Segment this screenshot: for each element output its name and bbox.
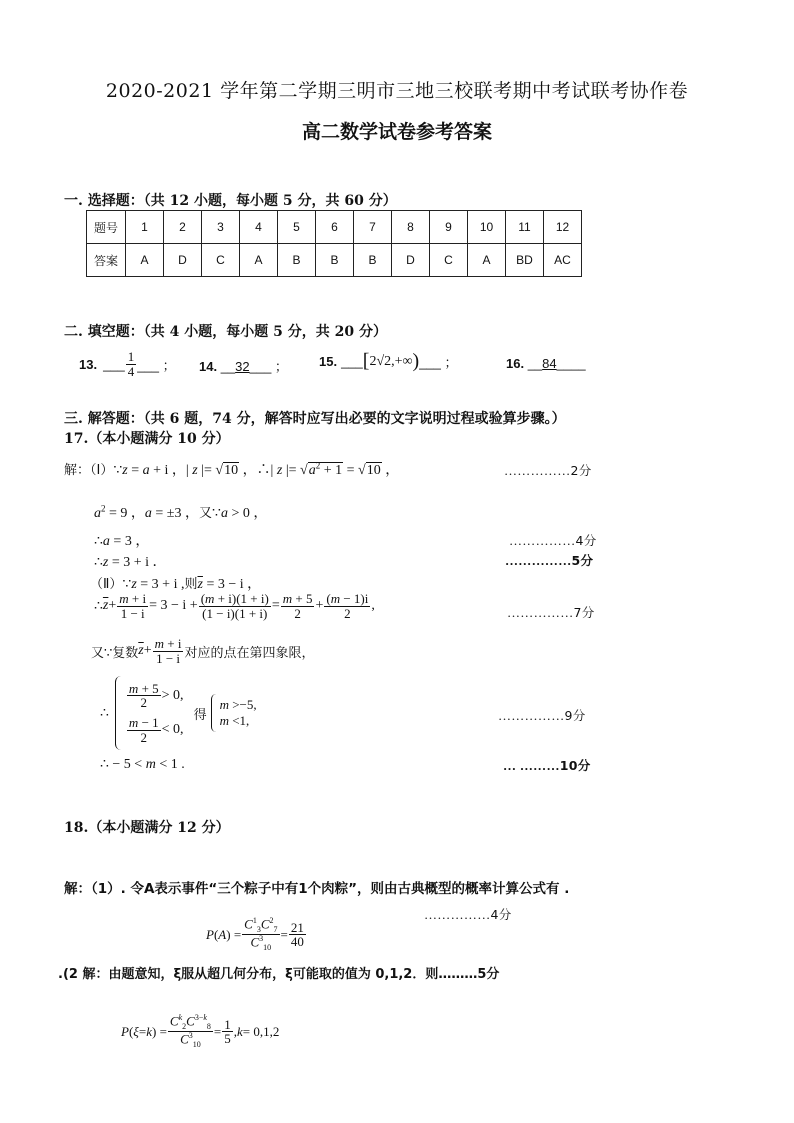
question-number: 5: [278, 211, 316, 244]
section2-heading: 二. 填空题：（共 4 小题，每小题 5 分，共 20 分）: [64, 324, 387, 340]
answer-cell: A: [126, 244, 164, 277]
q18-line-1: 解：（1）. 令A表示事件“三个粽子中有1个肉粽”，则由古典概型的概率计算公式有 .: [64, 881, 570, 897]
q17-line-8: ∴ − 5 < m < 1 .: [100, 757, 185, 772]
answer-cell: BD: [506, 244, 544, 277]
section1-heading: 一. 选择题：（共 12 小题，每小题 5 分，共 60 分）: [64, 193, 397, 209]
answer-cell: C: [202, 244, 240, 277]
q16-answer: 84: [542, 356, 557, 371]
exam-subtitle: 高二数学试卷参考答案: [301, 121, 492, 143]
question-number: 11: [506, 211, 544, 244]
question-number: 10: [468, 211, 506, 244]
fill-q13: 13. ___ $\frac{1}{4}$ ___ ；: [79, 348, 176, 379]
q17-line-6: ∴ $\overline{z}$ + $\frac{m + i}{1 - i}$ = 3 − i + $\frac{(m + i)(1 + i)}{(1 - i)(1 + i)}$ = $\frac{m + 5}{2}$ + $\frac{(m - 1)i}{2}$ ,: [94, 591, 375, 621]
answer-cell: C: [430, 244, 468, 277]
answer-cell: B: [316, 244, 354, 277]
answer-cell: A: [468, 244, 506, 277]
question-number: 8: [392, 211, 430, 244]
q13-number: 13.: [79, 356, 98, 372]
answer-cell: B: [278, 244, 316, 277]
q14-answer: 32: [235, 359, 250, 374]
question-number: 4: [240, 211, 278, 244]
question-number: 9: [430, 211, 468, 244]
q18-line-2: .(2 解：由题意知，ξ服从超几何分布，ξ可能取的值为 0,1,2．则………5分: [58, 967, 500, 982]
row-label-answer: 答案: [87, 244, 126, 277]
fill-q16: 16. __84____: [506, 356, 586, 371]
answer-cell: B: [354, 244, 392, 277]
answer-table: [86, 210, 582, 277]
q17-line-5: （Ⅱ）∵z = 3 + i ,则$\overline{z} = 3 - i$ ，: [90, 577, 262, 592]
section3-heading: 三. 解答题：（共 6 题，74 分，解答时应写出必要的文字说明过程或验算步骤。）: [64, 411, 566, 427]
question-number: 7: [354, 211, 392, 244]
q18-title: 18.（本小题满分 12 分）: [64, 820, 230, 836]
question-number-row: [87, 211, 582, 244]
question-number: 3: [202, 211, 240, 244]
exam-title: 2020-2021 学年第二学期三明市三地三校联考期中考试联考协作卷: [105, 80, 689, 102]
q17-score-9: ……………9分: [498, 708, 586, 723]
q17-line-1: 解：（Ⅰ）∵z = a + i ，| z |= √10 ，∴| z |= $√a^2 + 1 = √10$ ，: [64, 460, 400, 478]
answer-cell: D: [164, 244, 202, 277]
fill-q14: 14. __32___ ；: [199, 359, 288, 374]
q17-title: 17.（本小题满分 10 分）: [64, 431, 230, 447]
q17-score-7: ……………7分: [507, 605, 595, 620]
q17-system: ∴ $\frac{m + 5}{2}$ > 0, $\frac{m - 1}{2}$ < 0, 得 m >−5, m <1,: [100, 676, 257, 750]
q17-line-4: ∴z = 3 + i ．: [94, 555, 167, 570]
question-number: 6: [316, 211, 354, 244]
answer-cell: AC: [544, 244, 582, 277]
answer-cell: D: [392, 244, 430, 277]
question-number: 2: [164, 211, 202, 244]
q13-answer: $\frac{1}{4}$: [127, 348, 135, 379]
answer-cell: A: [240, 244, 278, 277]
q17-score-4: ……………4分: [509, 533, 597, 548]
fill-q15: 15. ___ [ 2√2,+∞ ) ___ ；: [319, 350, 458, 372]
question-number: 1: [126, 211, 164, 244]
q18-formula-2: P ( ξ = k ) = $\frac{C^k_2C^{3-k}_8}{C^3_{10}}$ = $\frac{1}{5}$ , k = 0,1,2: [121, 1013, 280, 1050]
q17-score-5: ……………5分: [505, 553, 594, 568]
q17-line-7: 又∵复数 $\overline{z}$ + $\frac{m + i}{1 - i}$ 对应的点在第四象限，: [91, 636, 315, 666]
row-label-question: 题号: [87, 211, 126, 244]
q17-line-3: ∴a = 3 ，: [94, 534, 150, 549]
q17-score-2: ……………2分: [504, 463, 592, 478]
q18-score-4: ……………4分: [424, 907, 512, 922]
q17-score-10: … ………10分: [503, 758, 591, 773]
answer-row: [87, 244, 582, 277]
q17-line-2: $a^2 = 9$ ，a = ±3 ，又∵a > 0 ，: [94, 503, 268, 521]
q18-formula-1: P ( A ) = $\frac{C^1_3C^2_7}{C^3_{10}}$ = $\frac{21}{40}$: [206, 916, 304, 953]
q15-answer: 2√2,+∞: [369, 353, 413, 369]
question-number: 12: [544, 211, 582, 244]
